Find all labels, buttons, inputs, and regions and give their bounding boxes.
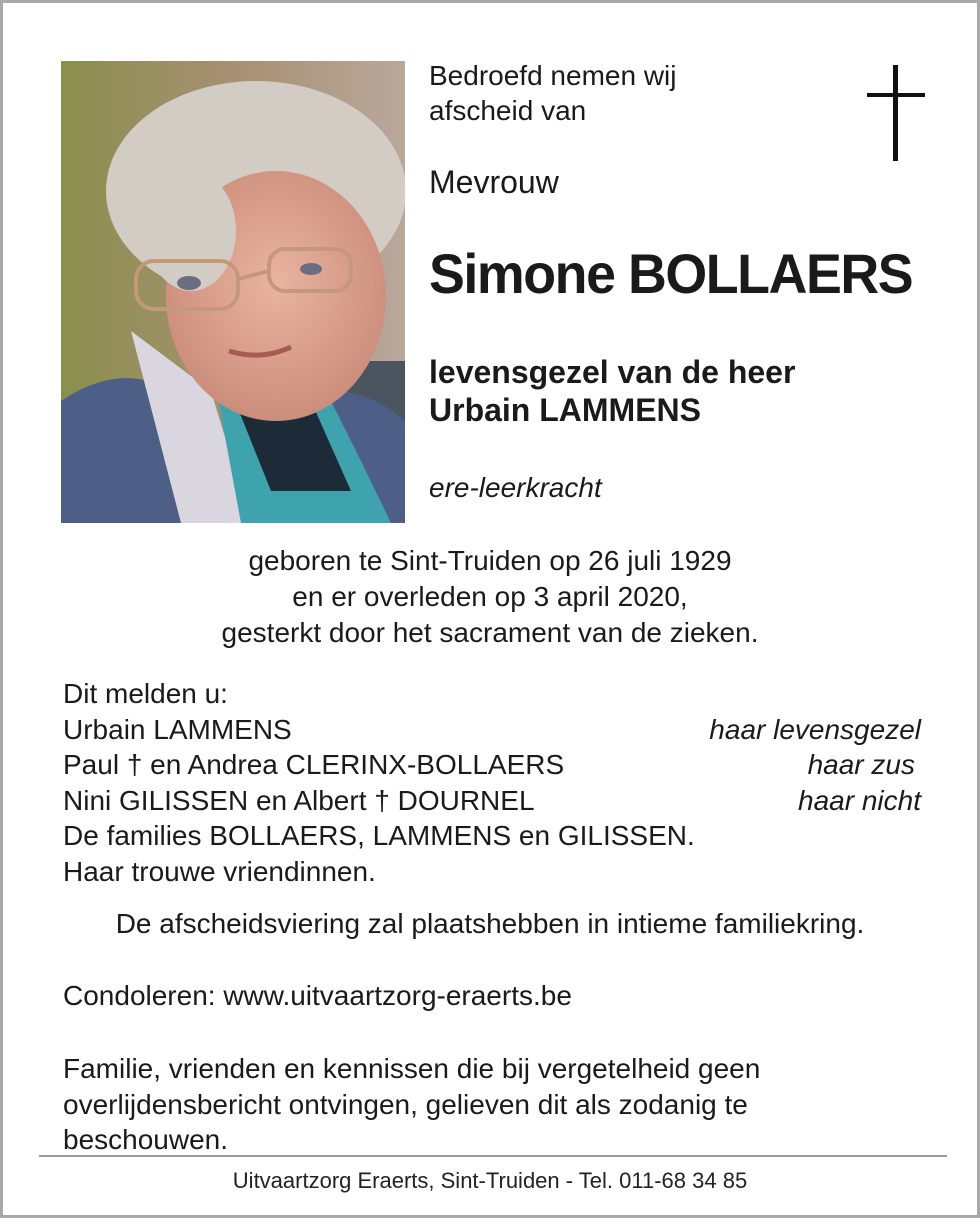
sacrament-line: gesterkt door het sacrament van de zieken. bbox=[221, 617, 759, 648]
divider bbox=[39, 1155, 947, 1157]
honorific-title: Mevrouw bbox=[429, 164, 559, 200]
relative-name: Urbain LAMMENS bbox=[63, 713, 292, 745]
profession: ere-leerkracht bbox=[429, 472, 602, 503]
relative-row bbox=[63, 783, 921, 819]
notice-text bbox=[63, 1051, 883, 1158]
announcement-heading: Dit melden u: bbox=[63, 678, 228, 709]
relative-row bbox=[63, 712, 921, 748]
deceased-name: Simone BOLLAERS bbox=[429, 242, 913, 305]
intro-text bbox=[429, 58, 849, 128]
relative-relation: haar levensgezel bbox=[709, 713, 921, 745]
relative-row bbox=[63, 747, 921, 783]
notice-line: Familie, vrienden en kennissen die bij vergetelheid geen bbox=[63, 1053, 761, 1084]
partner-info bbox=[429, 353, 795, 429]
ceremony-info: De afscheidsviering zal plaatshebben in intieme familiekring. bbox=[115, 908, 865, 939]
relative-name: Nini GILISSEN en Albert † DOURNEL bbox=[63, 784, 535, 816]
death-line: en er overleden op 3 april 2020, bbox=[292, 581, 688, 612]
partner-line: levensgezel van de heer bbox=[429, 354, 796, 390]
birth-death-info bbox=[3, 543, 977, 651]
cross-icon bbox=[867, 65, 925, 161]
birth-line: geboren te Sint-Truiden op 26 juli 1929 bbox=[248, 545, 732, 576]
notice-line: beschouwen. bbox=[63, 1124, 229, 1155]
friends-line: Haar trouwe vriendinnen. bbox=[63, 855, 376, 887]
families-line: De families BOLLAERS, LAMMENS en GILISSEN. bbox=[63, 820, 695, 851]
notice-line: overlijdensbericht ontvingen, gelieven dit als zodanig te bbox=[63, 1088, 748, 1120]
condolences-link[interactable]: Condoleren: www.uitvaartzorg-eraerts.be bbox=[63, 980, 572, 1011]
announcement-list bbox=[63, 676, 921, 889]
relative-relation: haar zus bbox=[807, 749, 915, 780]
relative-name: Paul † en Andrea CLERINX-BOLLAERS bbox=[63, 749, 565, 780]
portrait-photo bbox=[61, 61, 405, 523]
relative-relation: haar nicht bbox=[798, 784, 921, 816]
intro-line: Bedroefd nemen wij bbox=[429, 60, 677, 91]
funeral-home-footer: Uitvaartzorg Eraerts, Sint-Truiden - Tel. 011-68 34 85 bbox=[232, 1168, 748, 1193]
partner-name: Urbain LAMMENS bbox=[429, 392, 701, 428]
intro-line: afscheid van bbox=[429, 95, 587, 126]
